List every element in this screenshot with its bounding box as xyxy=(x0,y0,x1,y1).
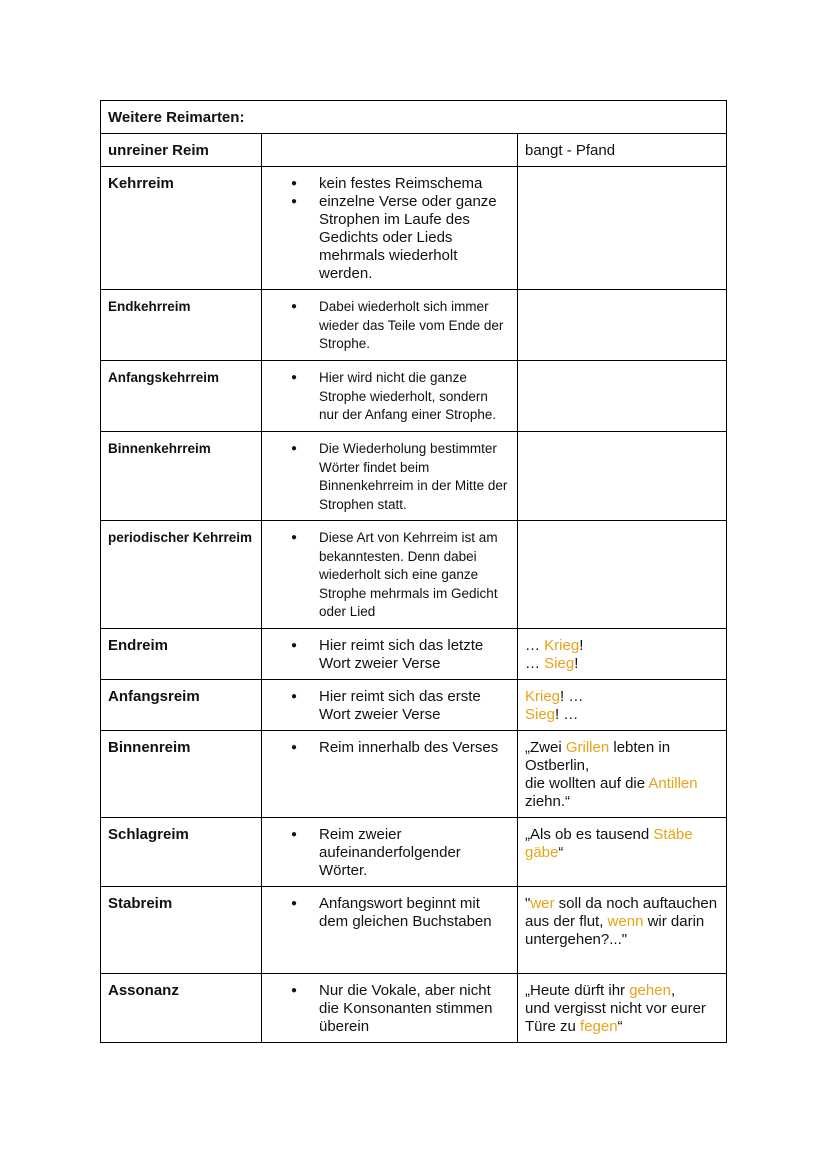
bullet-point: ● Hier reimt sich das erste Wort zweier Verse xyxy=(319,688,510,724)
example-text: … xyxy=(525,637,545,654)
bullet-list xyxy=(269,440,510,514)
rhyme-term: Assonanz xyxy=(101,974,262,1043)
table-row xyxy=(101,818,727,887)
bullet-list xyxy=(269,529,510,622)
rhyme-description xyxy=(262,680,518,731)
example-text: wir darin untergehen?..." xyxy=(525,913,705,948)
rhyme-term: periodischer Kehrreim xyxy=(101,521,262,629)
bullet-list xyxy=(269,895,510,931)
rhyme-description xyxy=(262,290,518,361)
highlighted-rhyme-word: gehen xyxy=(629,982,671,999)
rhyme-example xyxy=(518,887,727,974)
bullet-point: ● Nur die Vokale, aber nicht die Konsonanten stimmen überein xyxy=(319,982,510,1036)
rhyme-table xyxy=(100,100,727,1043)
example-text: lebten in Ostberlin, xyxy=(525,739,671,774)
rhyme-term: Endkehrreim xyxy=(101,290,262,361)
highlighted-rhyme-word: wenn xyxy=(607,913,644,930)
example-line xyxy=(525,688,719,706)
example-text: soll da noch auftauchen aus der flut, xyxy=(525,895,718,930)
rhyme-description xyxy=(262,432,518,521)
bullet-list xyxy=(269,982,510,1036)
rhyme-description xyxy=(262,974,518,1043)
rhyme-example xyxy=(518,432,727,521)
rhyme-example xyxy=(518,974,727,1043)
rhyme-description xyxy=(262,887,518,974)
highlighted-rhyme-word: wer xyxy=(530,895,555,912)
table-row xyxy=(101,974,727,1043)
bullet-list xyxy=(269,298,510,354)
bullet-list xyxy=(269,369,510,425)
table-title: Weitere Reimarten: xyxy=(101,101,727,134)
bullet-list xyxy=(269,739,510,757)
rhyme-description xyxy=(262,731,518,818)
example-text: … xyxy=(525,655,545,672)
rhyme-example xyxy=(518,361,727,432)
example-text: bangt - Pfand xyxy=(525,142,616,159)
rhyme-example xyxy=(518,521,727,629)
example-text: die wollten auf die xyxy=(525,775,649,792)
bullet-point: ● Reim innerhalb des Verses xyxy=(319,739,510,757)
bullet-point: ● Die Wiederholung bestimmter Wörter findet beim Binnenkehrreim in der Mitte der Strophen statt. xyxy=(319,440,510,514)
rhyme-example xyxy=(518,731,727,818)
rhyme-description xyxy=(262,134,518,167)
rhyme-term: Binnenreim xyxy=(101,731,262,818)
example-text: “ xyxy=(617,1018,623,1035)
example-text: ! … xyxy=(560,688,584,705)
example-line xyxy=(525,1000,719,1036)
table-row xyxy=(101,680,727,731)
example-text: und vergisst nicht vor eurer Türe zu xyxy=(525,1000,706,1035)
table-title-row xyxy=(101,101,727,134)
bullet-list xyxy=(269,826,510,880)
rhyme-description xyxy=(262,167,518,290)
highlighted-rhyme-word: Sieg xyxy=(525,706,556,723)
rhyme-term: unreiner Reim xyxy=(101,134,262,167)
rhyme-description xyxy=(262,818,518,887)
bullet-point: ● Dabei wiederholt sich immer wieder das Teile vom Ende der Strophe. xyxy=(319,298,510,354)
example-line xyxy=(525,895,719,949)
bullet-list xyxy=(269,175,510,283)
rhyme-example xyxy=(518,134,727,167)
rhyme-term: Kehrreim xyxy=(101,167,262,290)
example-text: ! xyxy=(574,655,579,672)
example-text: ! xyxy=(579,637,584,654)
highlighted-rhyme-word: fegen xyxy=(580,1018,618,1035)
example-text: „Zwei xyxy=(525,739,566,756)
highlighted-rhyme-word: Stäbe gäbe xyxy=(525,826,693,861)
table-row xyxy=(101,731,727,818)
example-line xyxy=(525,775,719,811)
example-text: " xyxy=(525,895,531,912)
table-row xyxy=(101,134,727,167)
bullet-point: ● Hier wird nicht die ganze Strophe wiederholt, sondern nur der Anfang einer Strophe. xyxy=(319,369,510,425)
rhyme-term: Anfangskehrreim xyxy=(101,361,262,432)
rhyme-term: Stabreim xyxy=(101,887,262,974)
rhyme-term: Endreim xyxy=(101,629,262,680)
rhyme-description xyxy=(262,521,518,629)
example-line xyxy=(525,655,719,673)
rhyme-term: Binnenkehrreim xyxy=(101,432,262,521)
bullet-point: ● Anfangswort beginnt mit dem gleichen Buchstaben xyxy=(319,895,510,931)
rhyme-example xyxy=(518,680,727,731)
table-row xyxy=(101,361,727,432)
example-text: „Heute dürft ihr xyxy=(525,982,630,999)
bullet-point: ● Diese Art von Kehrreim ist am bekanntesten. Denn dabei wiederholt sich eine ganze Strophe mehrmals im Gedicht oder Lied xyxy=(319,529,510,622)
highlighted-rhyme-word: Krieg xyxy=(525,688,561,705)
rhyme-description xyxy=(262,629,518,680)
example-line xyxy=(525,142,719,160)
example-line xyxy=(525,739,719,775)
highlighted-rhyme-word: Krieg xyxy=(544,637,580,654)
rhyme-example xyxy=(518,290,727,361)
table-row xyxy=(101,432,727,521)
rhyme-example xyxy=(518,818,727,887)
table-row xyxy=(101,521,727,629)
example-text: ! … xyxy=(555,706,579,723)
table-row xyxy=(101,629,727,680)
highlighted-rhyme-word: Sieg xyxy=(544,655,575,672)
example-line xyxy=(525,826,719,862)
highlighted-rhyme-word: Grillen xyxy=(565,739,610,756)
example-text: „Als ob es tausend xyxy=(525,826,654,843)
rhyme-example xyxy=(518,167,727,290)
table-row xyxy=(101,887,727,974)
example-text: “ xyxy=(558,844,564,861)
rhyme-term: Schlagreim xyxy=(101,818,262,887)
bullet-point: ● Hier reimt sich das letzte Wort zweier Verse xyxy=(319,637,510,673)
table-row xyxy=(101,290,727,361)
example-line xyxy=(525,637,719,655)
rhyme-example xyxy=(518,629,727,680)
table-row xyxy=(101,167,727,290)
rhyme-description xyxy=(262,361,518,432)
bullet-list xyxy=(269,637,510,673)
bullet-point: ● Reim zweier aufeinanderfolgender Wörter. xyxy=(319,826,510,880)
highlighted-rhyme-word: Antillen xyxy=(648,775,698,792)
bullet-point: ● kein festes Reimschema xyxy=(319,175,510,193)
example-line xyxy=(525,982,719,1000)
example-line xyxy=(525,706,719,724)
example-text: ziehn.“ xyxy=(525,793,571,810)
example-text: , xyxy=(670,982,676,999)
bullet-list xyxy=(269,688,510,724)
rhyme-term: Anfangsreim xyxy=(101,680,262,731)
bullet-point: ● einzelne Verse oder ganze Strophen im Laufe des Gedichts oder Lieds mehrmals wiederholt werden. xyxy=(319,193,510,283)
